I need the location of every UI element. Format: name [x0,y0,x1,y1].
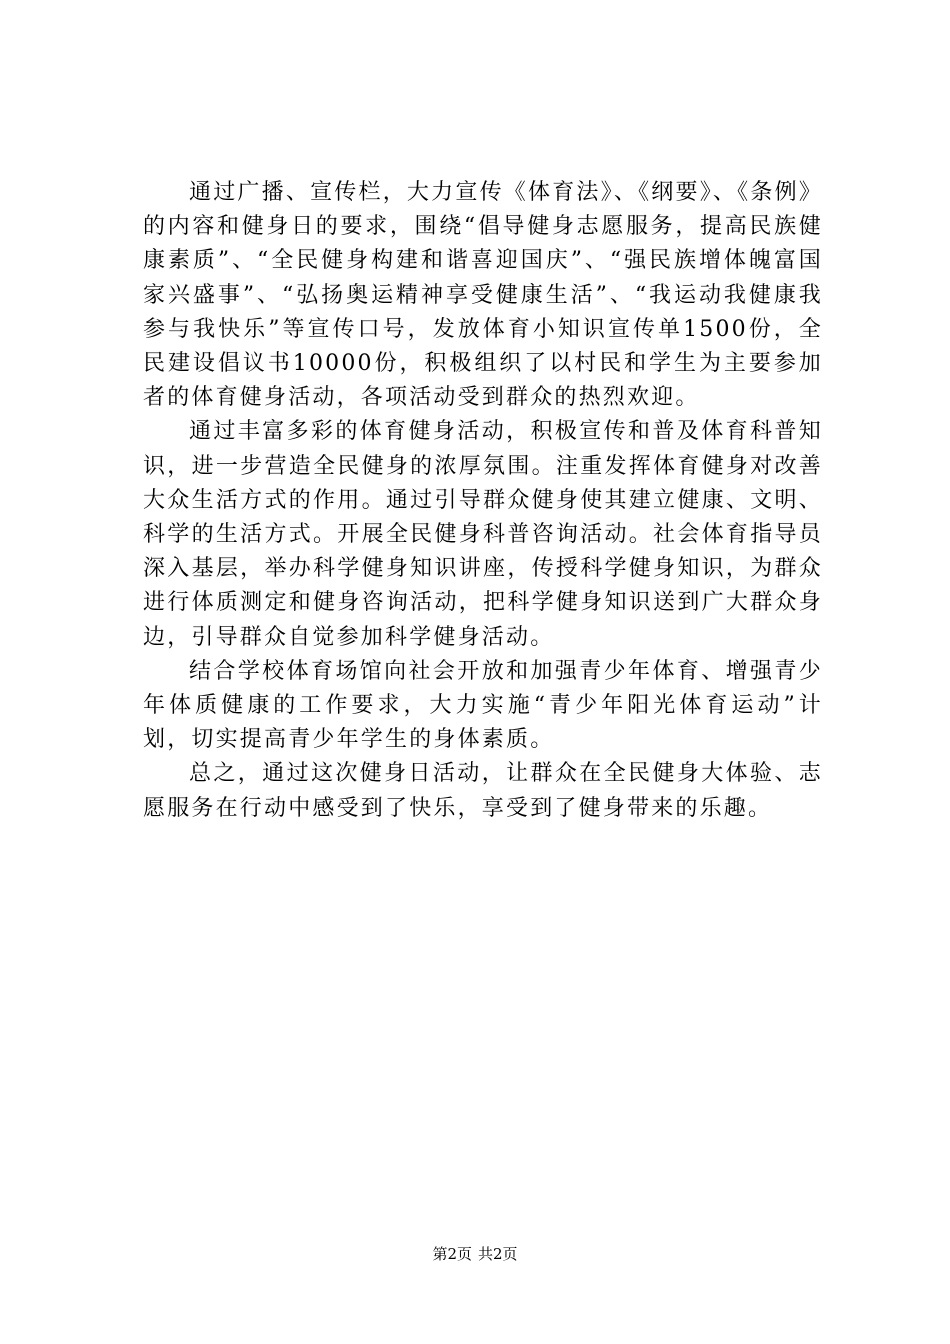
paragraph-publicity: 通过广播、宣传栏，大力宣传《体育法》、《纲要》、《条例》的内容和健身日的要求，围绕“倡导健身志愿服务，提高民族健康素质”、“全民健身构建和谐喜迎国庆”、“强民族增体魄富国家兴盛事”、“弘扬奥运精神享受健康生活”、“我运动我健康我参与我快乐”等宣传口号，发放体育小知识宣传单1500份，全民建设倡议书10000份，积极组织了以村民和学生为主要参加者的体育健身活动，各项活动受到群众的热烈欢迎。 [143,180,823,411]
document-body [143,176,823,826]
paragraph-summary: 总之，通过这次健身日活动，让群众在全民健身大体验、志愿服务在行动中感受到了快乐，享受到了健身带来的乐趣。 [143,761,823,821]
paragraph-science-popularization: 通过丰富多彩的体育健身活动，积极宣传和普及体育科普知识，进一步营造全民健身的浓厚氛围。注重发挥体育健身对改善大众生活方式的作用。通过引导群众健身使其建立健康、文明、科学的生活方式。开展全民健身科普咨询活动。社会体育指导员深入基层，举办科学健身知识讲座，传授科学健身知识，为群众进行体质测定和健身咨询活动，把科学健身知识送到广大群众身边，引导群众自觉参加科学健身活动。 [143,419,823,650]
page-total: 共2页 [478,1245,518,1263]
page-footer [0,1243,950,1265]
paragraph-school-sports: 结合学校体育场馆向社会开放和加强青少年体育、增强青少年体质健康的工作要求，大力实施“青少年阳光体育运动”计划，切实提高青少年学生的身体素质。 [143,658,823,753]
page-number: 第2页 [432,1245,472,1263]
